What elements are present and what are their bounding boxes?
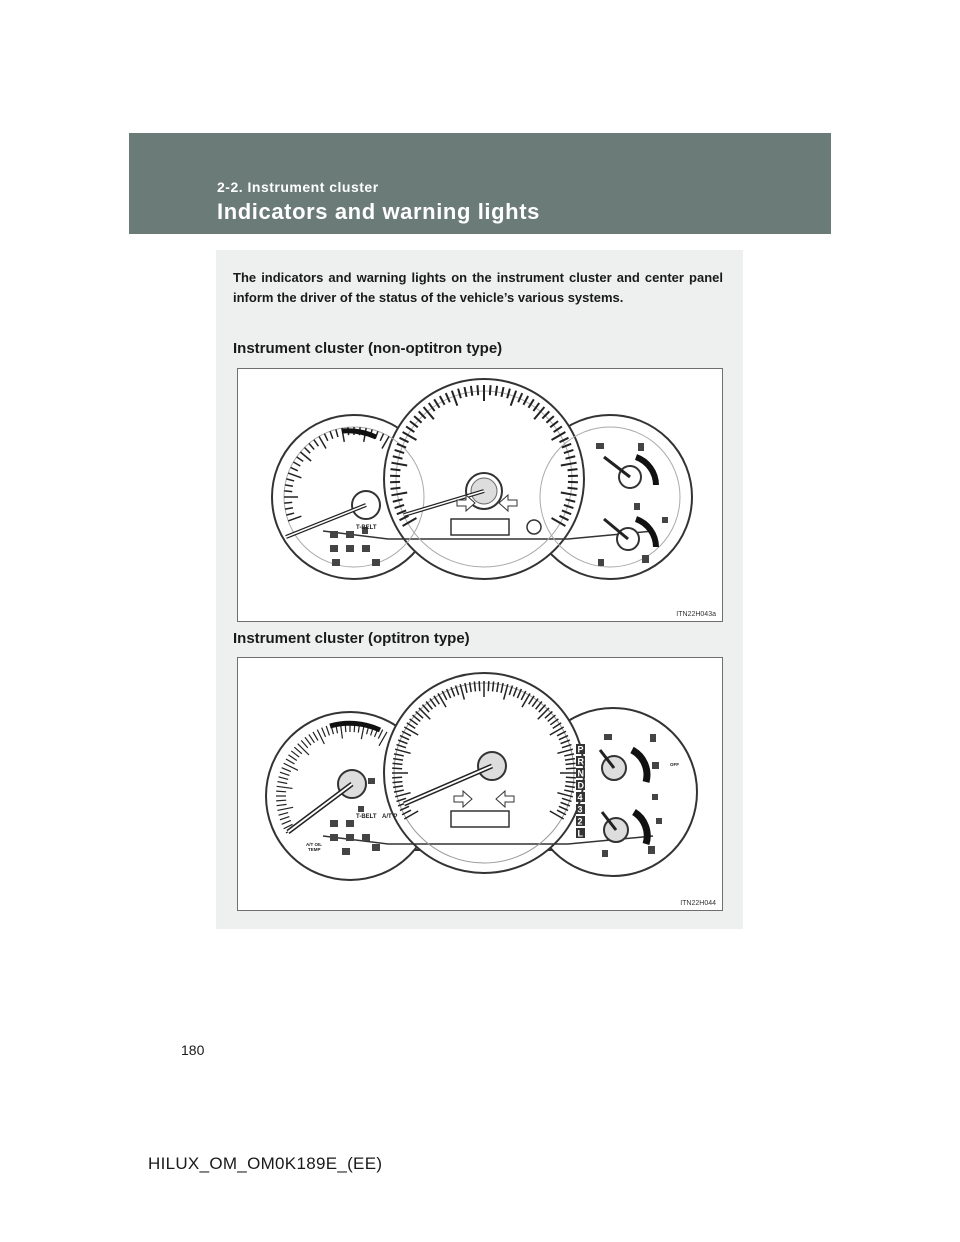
footer-code: HILUX_OM_OM0K189E_(EE) — [148, 1154, 383, 1173]
figure-non-optitron — [237, 368, 723, 622]
off-label: OFF — [670, 762, 679, 767]
atoil-label: A/T OIL — [306, 842, 322, 847]
content-panel — [216, 250, 743, 929]
dial-tick — [568, 488, 578, 489]
dial-tick — [393, 782, 403, 783]
gear-position-label: 3 — [577, 804, 583, 815]
dial-tick — [391, 469, 401, 470]
dial-tick — [471, 386, 472, 396]
dial-tick — [488, 681, 489, 691]
dial-tick — [284, 502, 292, 503]
cluster-illustration-non-optitron — [238, 369, 722, 621]
figure-2-heading: Instrument cluster (optitron type) — [233, 630, 470, 647]
dial-tick — [392, 768, 402, 769]
page-number: 180 — [181, 1042, 205, 1058]
dial-tick — [566, 777, 576, 778]
figure-2-code: ITN22H044 — [680, 900, 716, 907]
dial-tick — [392, 777, 402, 778]
dial-tick — [496, 386, 497, 396]
gear-position-label: 4 — [577, 792, 583, 803]
dial-tick — [568, 469, 578, 470]
tbelt-label: T-BELT — [356, 814, 377, 820]
dial-tick — [566, 782, 576, 783]
dial-tick — [477, 385, 478, 395]
cluster-illustration-optitron — [238, 658, 722, 910]
page-title: Indicators and warning lights — [217, 199, 540, 224]
gear-position-label: R — [577, 756, 584, 767]
gear-position-label: D — [577, 780, 584, 791]
dial-tick — [479, 681, 480, 691]
dial-tick — [474, 682, 475, 692]
intro-text: The indicators and warning lights on the instrument cluster and center panel inform the driver of the status of the vehicle’s various systems. — [233, 270, 723, 305]
dial-tick — [493, 682, 494, 692]
gear-position-label: 2 — [577, 816, 583, 827]
section-label: 2-2. Instrument cluster — [217, 179, 379, 195]
dial-tick — [276, 800, 286, 801]
dial-tick — [490, 385, 491, 395]
dial-tick — [566, 768, 576, 769]
atoil-temp-label: TEMP — [308, 847, 321, 852]
figure-1-heading: Instrument cluster (non-optitron type) — [233, 340, 503, 357]
gear-position-label: L — [577, 828, 583, 839]
dial-tick — [276, 791, 286, 792]
gear-position-label: N — [577, 768, 584, 779]
dial-tick — [393, 763, 403, 764]
gear-position-label: P — [577, 744, 584, 755]
dial-tick — [391, 488, 401, 489]
tbelt-label: T-BELT — [356, 525, 377, 531]
chapter-header — [129, 133, 831, 234]
dial-tick — [284, 491, 292, 492]
figure-1-code: ITN22H043a — [676, 611, 716, 618]
atp-label: A/T P — [382, 814, 398, 820]
dial-tick — [566, 763, 576, 764]
figure-optitron — [237, 657, 723, 911]
